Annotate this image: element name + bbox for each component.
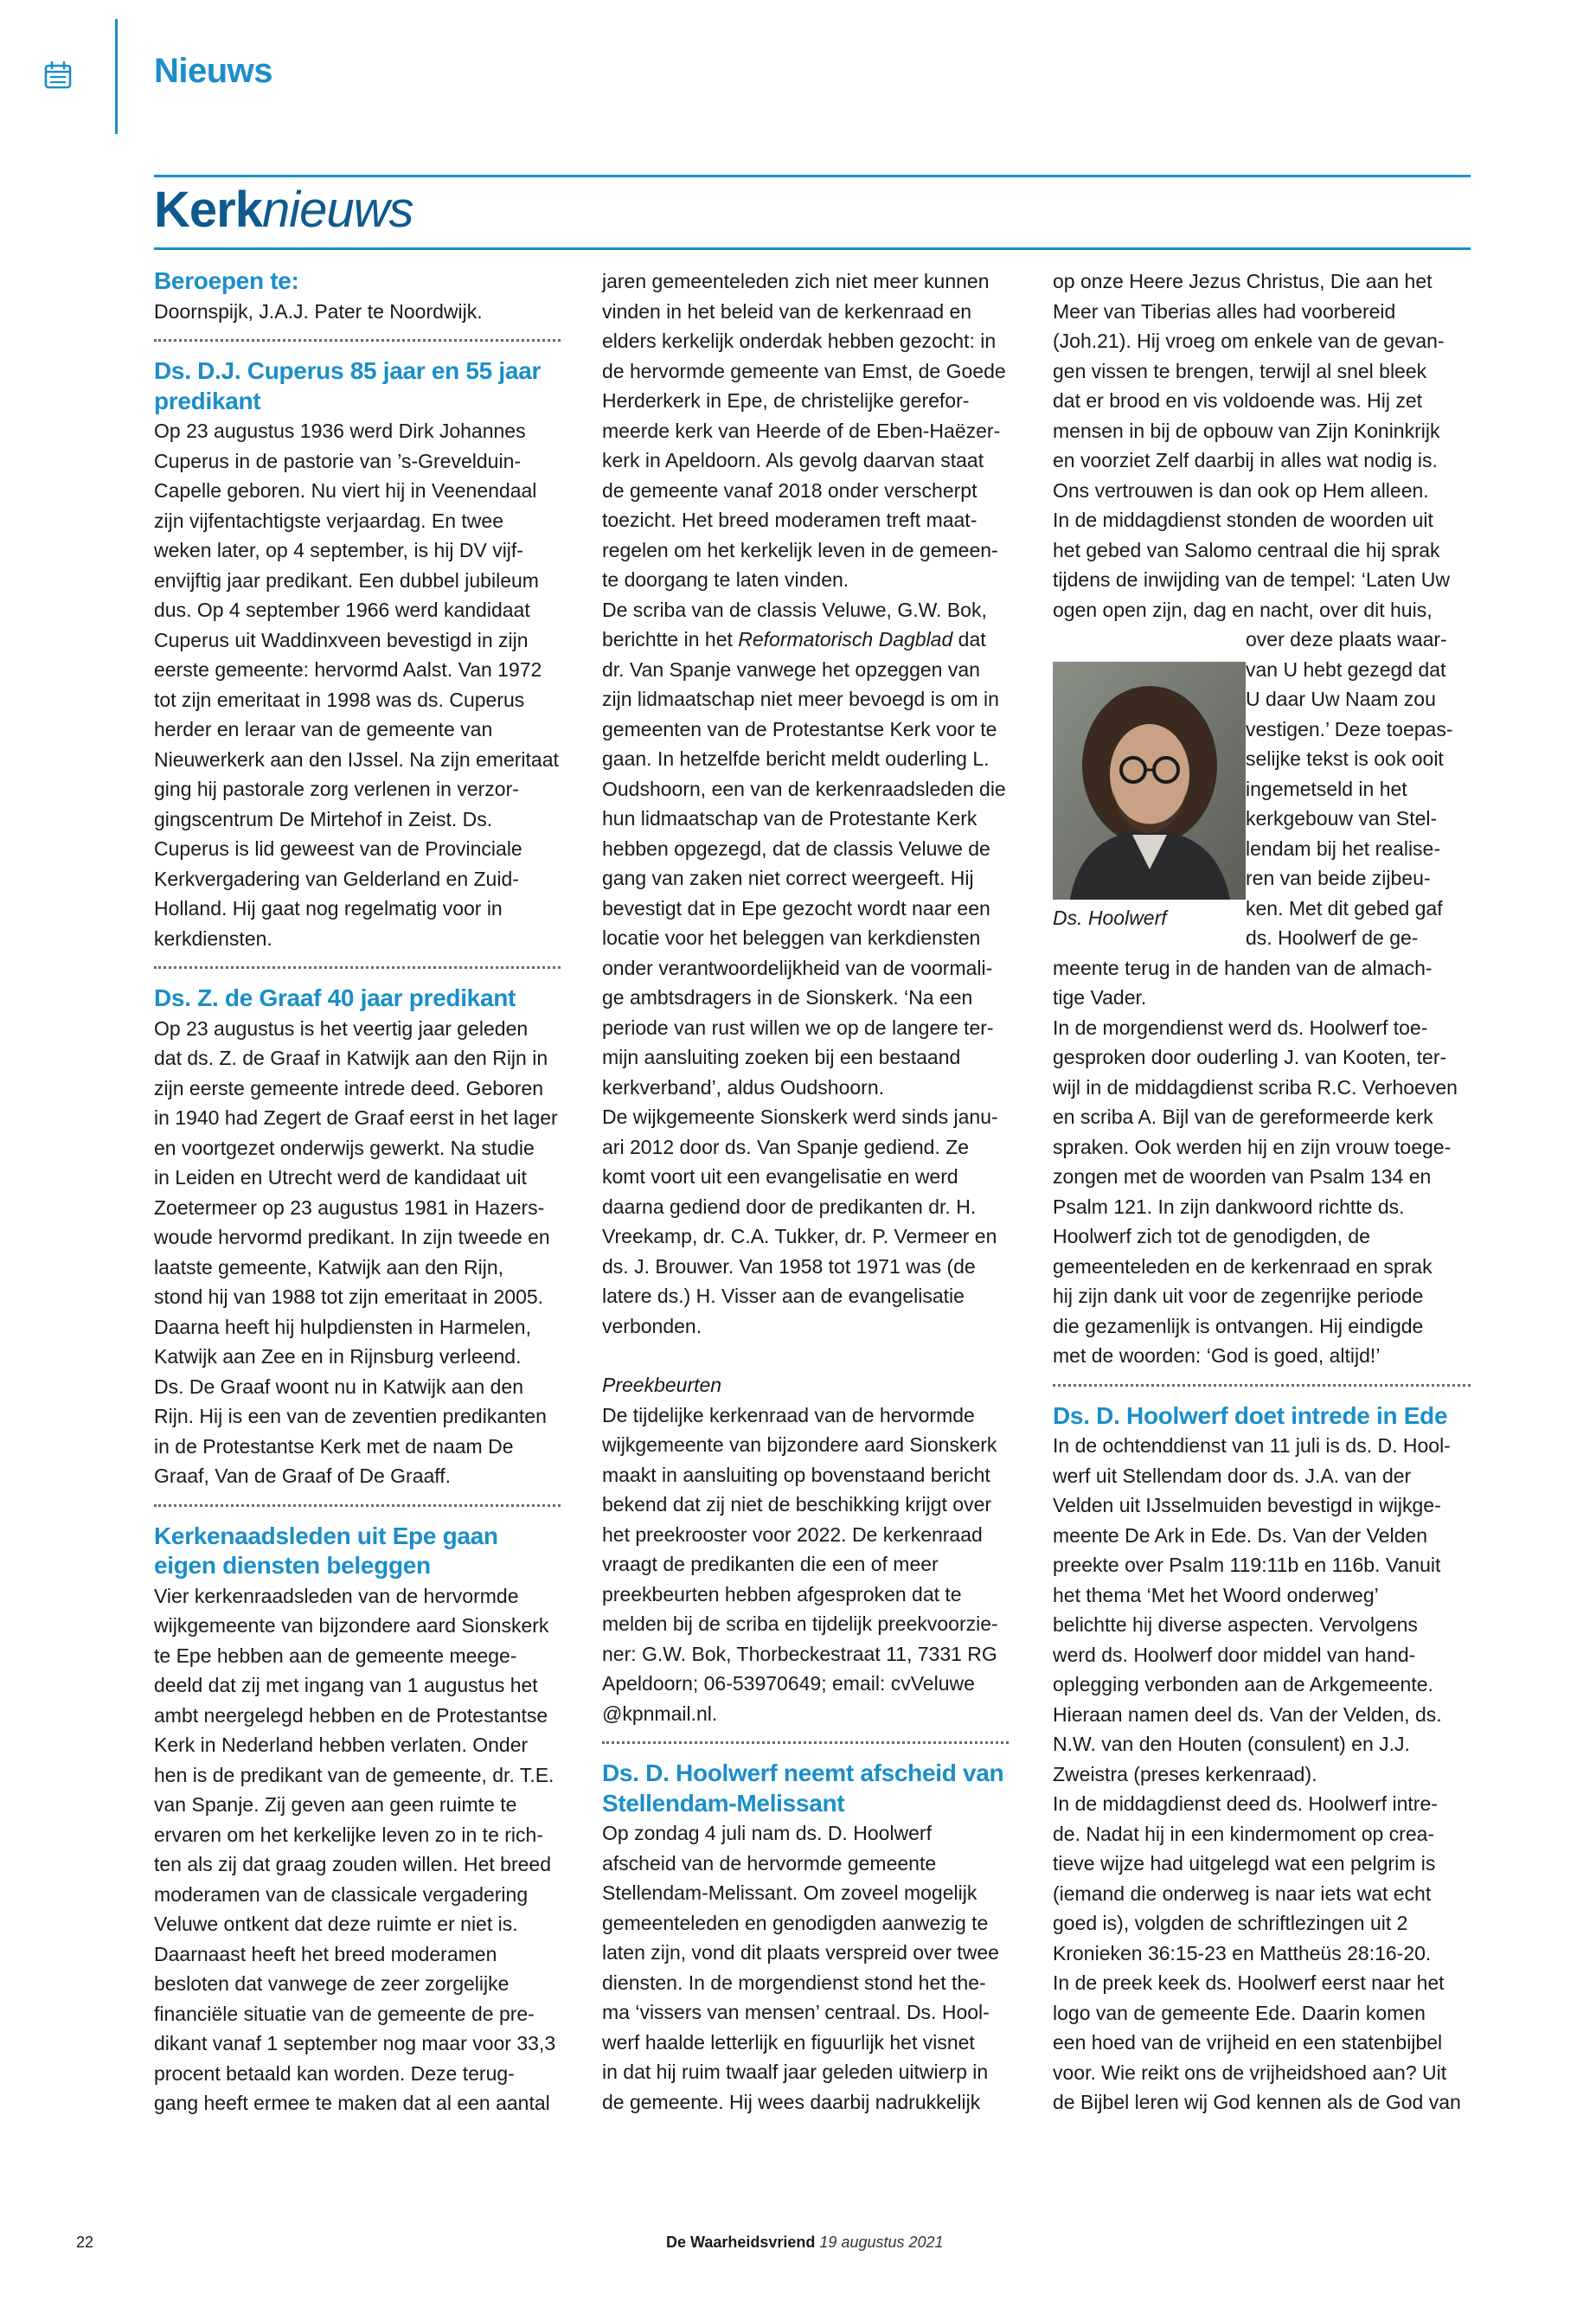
text-line: in de Protestantse Kerk met de naam De: [154, 1434, 514, 1458]
text-line: dat er brood en vis voldoende was. Hij zet: [1053, 389, 1423, 412]
text-line: dr. Van Spanje vanwege het opzeggen van: [602, 657, 980, 681]
text-line: Hieraan namen deel ds. Van der Velden, ds.: [1053, 1702, 1442, 1726]
text-line: latere ds.) H. Visser aan de evangelisatie: [602, 1285, 965, 1307]
text-line: zongen met de woorden van Psalm 134 en: [1053, 1165, 1432, 1188]
text-line: gesproken door ouderling J. van Kooten, ter-: [1053, 1046, 1447, 1068]
text-line: hen is de predikant van de gemeente, dr. T.E.: [154, 1763, 554, 1786]
text-span: dat: [952, 628, 986, 651]
text-line: N.W. van den Houten (consulent) en J.J.: [1053, 1733, 1410, 1755]
text-line: wijkgemeente van bijzondere aard Sionskerk: [602, 1433, 997, 1456]
article-body-afscheid-end: [1053, 953, 1471, 1371]
article-heading-afscheid: Ds. D. Hoolwerf neemt afscheid van Stellendam-Melissant: [602, 1759, 1004, 1817]
text-line: ge ambtsdragers in de Sionskerk. ‘Na een: [602, 986, 973, 1009]
text-line: en scriba A. Bijl van de gereformeerde kerk: [1053, 1106, 1433, 1128]
text-line: laatste gemeente, Katwijk aan den Rijn,: [154, 1255, 504, 1279]
text-line: Vreekamp, dr. C.A. Tukker, dr. P. Vermeer en: [602, 1225, 997, 1247]
text-line: jaren gemeenteleden zich niet meer kunnen: [602, 270, 990, 292]
text-span: berichtte in het: [602, 628, 739, 651]
text-line: Capelle geboren. Nu viert hij in Veenendaal: [154, 479, 537, 502]
dotted-separator: [602, 1741, 1009, 1744]
text-line: logo van de gemeente Ede. Daarin komen: [1053, 2001, 1426, 2024]
text-line: en voorziet Zelf daarbij in alles wat nodig is.: [1053, 449, 1438, 471]
calendar-icon: [43, 61, 73, 90]
text-line: Cuperus is lid geweest van de Provinciale: [154, 837, 522, 860]
text-line: In de middagdienst stonden de woorden uit: [1053, 509, 1433, 531]
title-rule-top: [154, 175, 1471, 177]
text-line: mensen in bij de opbouw van Zijn Koninkrijk: [1053, 419, 1440, 442]
text-line: Oudshoorn, een van de kerkenraadsleden die: [602, 777, 1006, 800]
text-line: in Leiden en Utrecht werd de kandidaat uit: [154, 1166, 527, 1189]
text-line: kerkdiensten.: [154, 926, 272, 950]
text-line: goed is), volgden de schriftlezingen uit 2: [1053, 1912, 1408, 1934]
text-line: de. Nadat hij in een kindermoment op crea-: [1053, 1822, 1435, 1845]
text-line: moderamen van de classicale vergadering: [154, 1882, 529, 1906]
text-line: ren van beide zijbeu-: [1246, 867, 1431, 889]
text-line: deeld dat zij met ingang van 1 augustus het: [154, 1674, 538, 1696]
text-line: in dat hij ruim twaalf jaar geleden uitwierp in: [602, 2061, 989, 2083]
text-line: Daarna heeft hij hulpdiensten in Harmelen,: [154, 1315, 531, 1338]
section-label: Nieuws: [154, 52, 273, 90]
text-line: financiële situatie van de gemeente de pre-: [154, 2002, 535, 2025]
text-line: diensten. In de morgendienst stond het the-: [602, 1971, 986, 1994]
text-line: Rijn. Hij is een van de zeventien predikanten: [154, 1405, 547, 1427]
text-line: oplegging verbonden aan de Arkgemeente.: [1053, 1673, 1433, 1695]
article-body-preekbeurten: [602, 1400, 1009, 1729]
text-line: tijdens de inwijding van de tempel: ‘Laten Uw: [1053, 568, 1450, 591]
text-line: meente terug in de handen van de almach-: [1053, 956, 1433, 979]
text-line: met de woorden: ‘God is goed, altijd!’: [1053, 1344, 1381, 1367]
article-text-beroepen: Doornspijk, J.A.J. Pater te Noordwijk.: [154, 299, 483, 323]
text-line: maakt in aansluiting op bovenstaand bericht: [602, 1463, 990, 1486]
text-line: (iemand die onderweg is naar iets wat echt: [1053, 1881, 1432, 1905]
text-line: Stellendam-Melissant. Om zoveel mogelijk: [602, 1881, 977, 1904]
text-line: Nieuwerkerk aan den IJssel. Na zijn emeritaat: [154, 747, 559, 771]
text-line: op onze Heere Jezus Christus, Die aan het: [1053, 270, 1433, 292]
text-line: belichtte hij diverse aspecten. Vervolgens: [1053, 1613, 1418, 1636]
article-heading-beroepen: Beroepen te:: [154, 267, 299, 294]
text-line: meente De Ark in Ede. Ds. Van der Velden: [1053, 1523, 1427, 1547]
text-line: wijkgemeente van bijzondere aard Sionskerk: [154, 1614, 549, 1637]
text-line: te Epe hebben aan de gemeente meege-: [154, 1644, 517, 1667]
text-line: over deze plaats waar-: [1246, 628, 1447, 651]
article-body-cuperus: [154, 416, 561, 953]
text-line: Psalm 121. In zijn dankwoord richtte ds.: [1053, 1195, 1405, 1218]
text-line: weken later, op 4 september, is hij DV vijf-: [154, 539, 523, 561]
text-line: verbonden.: [602, 1314, 702, 1337]
text-line: wijl in de middagdienst scriba R.C. Verhoeven: [1053, 1075, 1458, 1099]
text-line: die gezamenlijk is ontvangen. Hij eindigde: [1053, 1314, 1424, 1337]
text-line: gemeenteleden en genodigden aanwezig te: [602, 1911, 989, 1934]
text-line: spraken. Ook werden hij en zijn vrouw toege-: [1053, 1135, 1452, 1158]
text-line: gaan. In hetzelfde bericht meldt ouderling L.: [602, 747, 990, 770]
text-line: Kerk in Nederland hebben verlaten. Onder: [154, 1734, 529, 1756]
dotted-separator: [154, 1504, 561, 1507]
article-line-rd: [602, 625, 1009, 655]
text-line: mijn aansluiting zoeken bij een bestaand: [602, 1046, 961, 1068]
article-heading-epe: Kerkenaadsleden uit Epe gaan eigen diensten beleggen: [154, 1522, 498, 1579]
text-line: preekbeurten hebben afgesproken dat te: [602, 1582, 962, 1606]
text-line: het gebed van Salomo centraal die hij sprak: [1053, 538, 1440, 561]
portrait-photo: [1053, 662, 1246, 900]
text-line: In de preek keek ds. Hoolwerf eerst naar het: [1053, 1971, 1445, 1994]
text-line: toezicht. Het breed moderamen treft maat-: [602, 509, 977, 531]
text-line: ma ‘vissers van mensen’ centraal. Ds. Hool-: [602, 2001, 990, 2023]
text-line: ambt neergelegd hebben en de Protestantse: [154, 1703, 548, 1727]
text-line: dikant vanaf 1 september nog maar voor 33,3: [154, 2032, 556, 2054]
text-line: laten zijn, vond dit plaats verspreid over twee: [602, 1941, 999, 1964]
text-line: ari 2012 door ds. Van Spanje gediend. Ze: [602, 1135, 970, 1158]
text-line: kerk in Apeldoorn. Als gevolg daarvan staat: [602, 449, 984, 471]
publication-date: 19 augustus 2021: [819, 2234, 944, 2251]
text-line: lendam bij het realise-: [1246, 836, 1441, 860]
text-line: tieve wijze had uitgelegd wat een pelgrim is: [1053, 1852, 1436, 1875]
text-line: afscheid van de hervormde gemeente: [602, 1851, 937, 1875]
text-line: Op 23 augustus is het veertig jaar geleden: [154, 1016, 529, 1040]
dotted-separator: [1053, 1384, 1471, 1387]
text-line: ten als zij dat graag zouden willen. Het breed: [154, 1853, 552, 1875]
text-line: hij zijn dank uit voor de zegenrijke periode: [1053, 1285, 1424, 1307]
text-line: en voortgezet onderwijs gewerkt. Na studie: [154, 1136, 535, 1159]
text-line: envijftig jaar predikant. Een dubbel jubileum: [154, 568, 539, 592]
text-line: komt voort uit een evangelisatie en werd: [602, 1165, 958, 1188]
text-line: werd ds. Hoolwerf door middel van hand-: [1053, 1643, 1416, 1666]
text-line: vinden in het beleid van de kerkenraad en: [602, 299, 972, 323]
text-line: Zweistra (preses kerkenraad).: [1053, 1762, 1317, 1785]
text-line: elders kerkelijk onderdak hebben gezocht: in: [602, 330, 997, 352]
text-line: voor. Wie reikt ons de vrijheidshoed aan? Uit: [1053, 2061, 1447, 2084]
text-line: onder verantwoordelijkheid van de voormali-: [602, 956, 993, 979]
text-line: eerste gemeente: hervormd Aalst. Van 1972: [154, 658, 542, 681]
text-line: herder en leraar van de gemeente van: [154, 718, 493, 740]
header-divider: [115, 19, 118, 134]
text-line: Cuperus uit Waddinxveen bevestigd in zijn: [154, 628, 529, 651]
article-body-epe: [154, 1581, 561, 2118]
text-line: bekend dat zij niet de beschikking krijgt over: [602, 1493, 992, 1516]
text-line: preekte over Psalm 119:11b en 116b. Vanuit: [1053, 1554, 1441, 1576]
text-line: In de morgendienst werd ds. Hoolwerf toe-: [1053, 1016, 1428, 1039]
title-rule-bottom: [154, 247, 1471, 250]
text-line: werf uit Stellendam door ds. J.A. van der: [1053, 1464, 1412, 1487]
text-line: te doorgang te laten vinden.: [602, 568, 849, 591]
text-line: procent betaald kan worden. Deze terug-: [154, 2061, 515, 2085]
text-line: Ons vertrouwen is dan ook op Hem alleen.: [1053, 478, 1429, 502]
text-line: vraagt de predikanten die een of meer: [602, 1553, 939, 1575]
text-line: dat ds. Z. de Graaf in Katwijk aan den Rijn in: [154, 1047, 548, 1069]
text-line: bevestigt dat in Epe gezocht wordt naar een: [602, 896, 990, 920]
text-line: periode van rust willen we op de langere ter-: [602, 1016, 994, 1039]
text-line: zijn vijfentachtigste verjaardag. En twee: [154, 509, 503, 532]
photo-caption: Ds. Hoolwerf: [1053, 907, 1167, 929]
text-line: werf haalde letterlijk en figuurlijk het visnet: [602, 2030, 975, 2054]
text-line: het thema ‘Met het Woord onderweg’: [1053, 1583, 1379, 1606]
text-line: de Bijbel leren wij God kennen als de God van: [1053, 2091, 1461, 2113]
text-line: gemeenteleden en de kerkenraad en sprak: [1053, 1254, 1433, 1278]
text-line: ervaren om het kerkelijke leven zo in te rich-: [154, 1823, 543, 1846]
text-line: In de ochtenddienst van 11 juli is ds. D. Hool-: [1053, 1434, 1451, 1457]
text-line: gen vissen te brengen, terwijl al snel bleek: [1053, 359, 1427, 382]
text-line: van U hebt gezegd dat: [1246, 657, 1446, 681]
text-line: hun lidmaatschap van de Protestante Kerk: [602, 807, 977, 830]
text-line: tige Vader.: [1053, 986, 1147, 1009]
text-line: zijn lidmaatschap niet meer bevoegd is om in: [602, 688, 999, 710]
newspaper-name: Reformatorisch Dagblad: [738, 628, 953, 651]
page-number: 22: [76, 2234, 94, 2251]
text-line: De wijkgemeente Sionskerk werd sinds janu-: [602, 1106, 998, 1128]
page-title-bold: Kerk: [154, 182, 262, 238]
column-2: [602, 266, 1009, 2117]
text-line: woude hervormd predikant. In zijn tweede en: [154, 1226, 550, 1248]
dotted-separator: [154, 339, 561, 342]
article-body-degraaf: [154, 1014, 561, 1491]
text-line: Op 23 augustus 1936 werd Dirk Johannes: [154, 420, 526, 442]
article-body-intrede: [1053, 1431, 1471, 2118]
text-line: melden bij de scriba en tijdelijk preekvoorzie-: [602, 1612, 998, 1635]
text-line: besloten dat vanwege de zeer zorgelijke: [154, 1972, 510, 1995]
dotted-separator: [154, 966, 561, 969]
text-line: Op zondag 4 juli nam ds. D. Hoolwerf: [602, 1822, 932, 1844]
text-line: regelen om het kerkelijk leven in de gemeen-: [602, 538, 998, 561]
text-line: (Joh.21). Hij vroeg om enkele van de gevan-: [1053, 330, 1445, 352]
text-line: locatie voor het beleggen van kerkdiensten: [602, 926, 981, 949]
text-line: Meer van Tiberias alles had voorbereid: [1053, 299, 1396, 323]
text-line: van Spanje. Zij geven aan geen ruimte te: [154, 1793, 517, 1816]
text-line: ingemetseld in het: [1246, 777, 1407, 800]
page-title-italic: nieuws: [261, 182, 413, 238]
text-line: Vier kerkenraadsleden van de hervormde: [154, 1584, 519, 1607]
column-3: [1053, 266, 1471, 2118]
article-heading-cuperus: Ds. D.J. Cuperus 85 jaar en 55 jaar predikant: [154, 357, 542, 414]
publication-name: De Waarheidsvriend: [666, 2234, 816, 2251]
text-line: gingscentrum De Mirtehof in Zeist. Ds.: [154, 807, 493, 830]
text-line: dus. Op 4 september 1966 werd kandidaat: [154, 599, 530, 621]
text-line: gemeenten van de Protestantse Kerk voor te: [602, 717, 997, 740]
text-line: Apeldoorn; 06-53970649; email: cvVeluwe: [602, 1672, 975, 1695]
text-line: Ds. De Graaf woont nu in Katwijk aan den: [154, 1375, 524, 1398]
page-title: [154, 182, 413, 239]
text-line: ds. J. Brouwer. Van 1958 tot 1971 was (de: [602, 1254, 976, 1278]
text-line: zijn eerste gemeente intrede deed. Geboren: [154, 1076, 544, 1099]
text-line: gang heeft ermee te maken dat al een aantal: [154, 2092, 550, 2114]
text-line: ging hij pastorale zorg verlenen in verzor-: [154, 778, 519, 800]
article-body-epe-continued: [602, 266, 1009, 625]
text-line: het preekrooster voor 2022. De kerkenraad: [602, 1522, 983, 1546]
article-body-afscheid-continued: [1053, 266, 1471, 625]
text-line: daarna gediend door de predikanten dr. H.: [602, 1195, 977, 1218]
text-line: Herderkerk in Epe, de christelijke gerefor-: [602, 389, 970, 412]
text-line: Holland. Hij gaat nog regelmatig voor in: [154, 897, 503, 920]
text-line: meerde kerk van Heerde of de Eben-Haëzer-: [602, 419, 1001, 442]
column-1: [154, 266, 561, 2118]
text-line: stond hij van 1988 tot zijn emeritaat in 2005.: [154, 1285, 544, 1308]
text-line: een hoed van de vrijheid en een statenbijbel: [1053, 2031, 1443, 2054]
text-line: Hoolwerf zich tot de genodigden, de: [1053, 1225, 1370, 1247]
text-line: in 1940 had Zegert de Graaf eerst in het lager: [154, 1106, 558, 1129]
text-line: de gemeente vanaf 2018 onder verscherpt: [602, 478, 977, 502]
article-body-epe-continued-2: [602, 655, 1009, 1342]
text-line: kerkgebouw van Stel-: [1246, 807, 1438, 830]
text-line: vestigen.’ Deze toepas-: [1246, 717, 1453, 740]
text-line: de hervormde gemeente van Emst, de Goede: [602, 359, 1006, 382]
text-line: ds. Hoolwerf de ge-: [1246, 926, 1419, 949]
article-heading-degraaf: Ds. Z. de Graaf 40 jaar predikant: [154, 984, 516, 1011]
text-line: Daarnaast heeft het breed moderamen: [154, 1942, 497, 1965]
text-line: Zoetermeer op 23 augustus 1981 in Hazers-: [154, 1195, 545, 1219]
text-line: Kerkvergadering van Gelderland en Zuid-: [154, 867, 519, 890]
text-line: kerkverband’, aldus Oudshoorn.: [602, 1075, 885, 1099]
article-heading-intrede: Ds. D. Hoolwerf doet intrede in Ede: [1053, 1401, 1448, 1429]
text-line: In de middagdienst deed ds. Hoolwerf intre-: [1053, 1792, 1438, 1815]
text-line: ogen open zijn, dag en nacht, over dit huis,: [1053, 598, 1433, 621]
text-line: Graaf, Van de Graaf of De Graaff.: [154, 1465, 452, 1487]
text-line: Kronieken 36:15-23 en Mattheüs 28:16-20.: [1053, 1941, 1432, 1965]
text-line: de gemeente. Hij wees daarbij nadrukkelijk: [602, 2090, 981, 2113]
text-line: De scriba van de classis Veluwe, G.W. Bok,: [602, 598, 987, 621]
publication-footer: [666, 2234, 944, 2252]
text-line: tot zijn emeritaat in 1998 was ds. Cuperus: [154, 688, 525, 711]
text-line: ner: G.W. Bok, Thorbeckestraat 11, 7331 RG: [602, 1642, 997, 1665]
text-line: Katwijk aan Zee en in Rijnsburg verleend.: [154, 1345, 522, 1368]
text-line: gang van zaken niet correct weergeeft. Hij: [602, 867, 974, 889]
text-line: U daar Uw Naam zou: [1246, 688, 1436, 710]
text-line: ken. Met dit gebed gaf: [1246, 896, 1443, 920]
text-line: Veluwe ontkent dat deze ruimte er niet is.: [154, 1913, 518, 1935]
text-line: hebben opgezegd, dat de classis Veluwe de: [602, 836, 990, 860]
subheading-preekbeurten: Preekbeurten: [602, 1374, 722, 1396]
text-line: selijke tekst is ook ooit: [1246, 747, 1444, 770]
text-line: @kpnmail.nl.: [602, 1702, 718, 1725]
text-line: Cuperus in de pastorie van ’s-Grevelduin-: [154, 449, 522, 472]
text-line: De tijdelijke kerkenraad van de hervormde: [602, 1403, 975, 1426]
text-line: Velden uit IJsselmuiden bevestigd in wijkge-: [1053, 1494, 1441, 1516]
article-body-afscheid: [602, 1818, 1009, 2117]
